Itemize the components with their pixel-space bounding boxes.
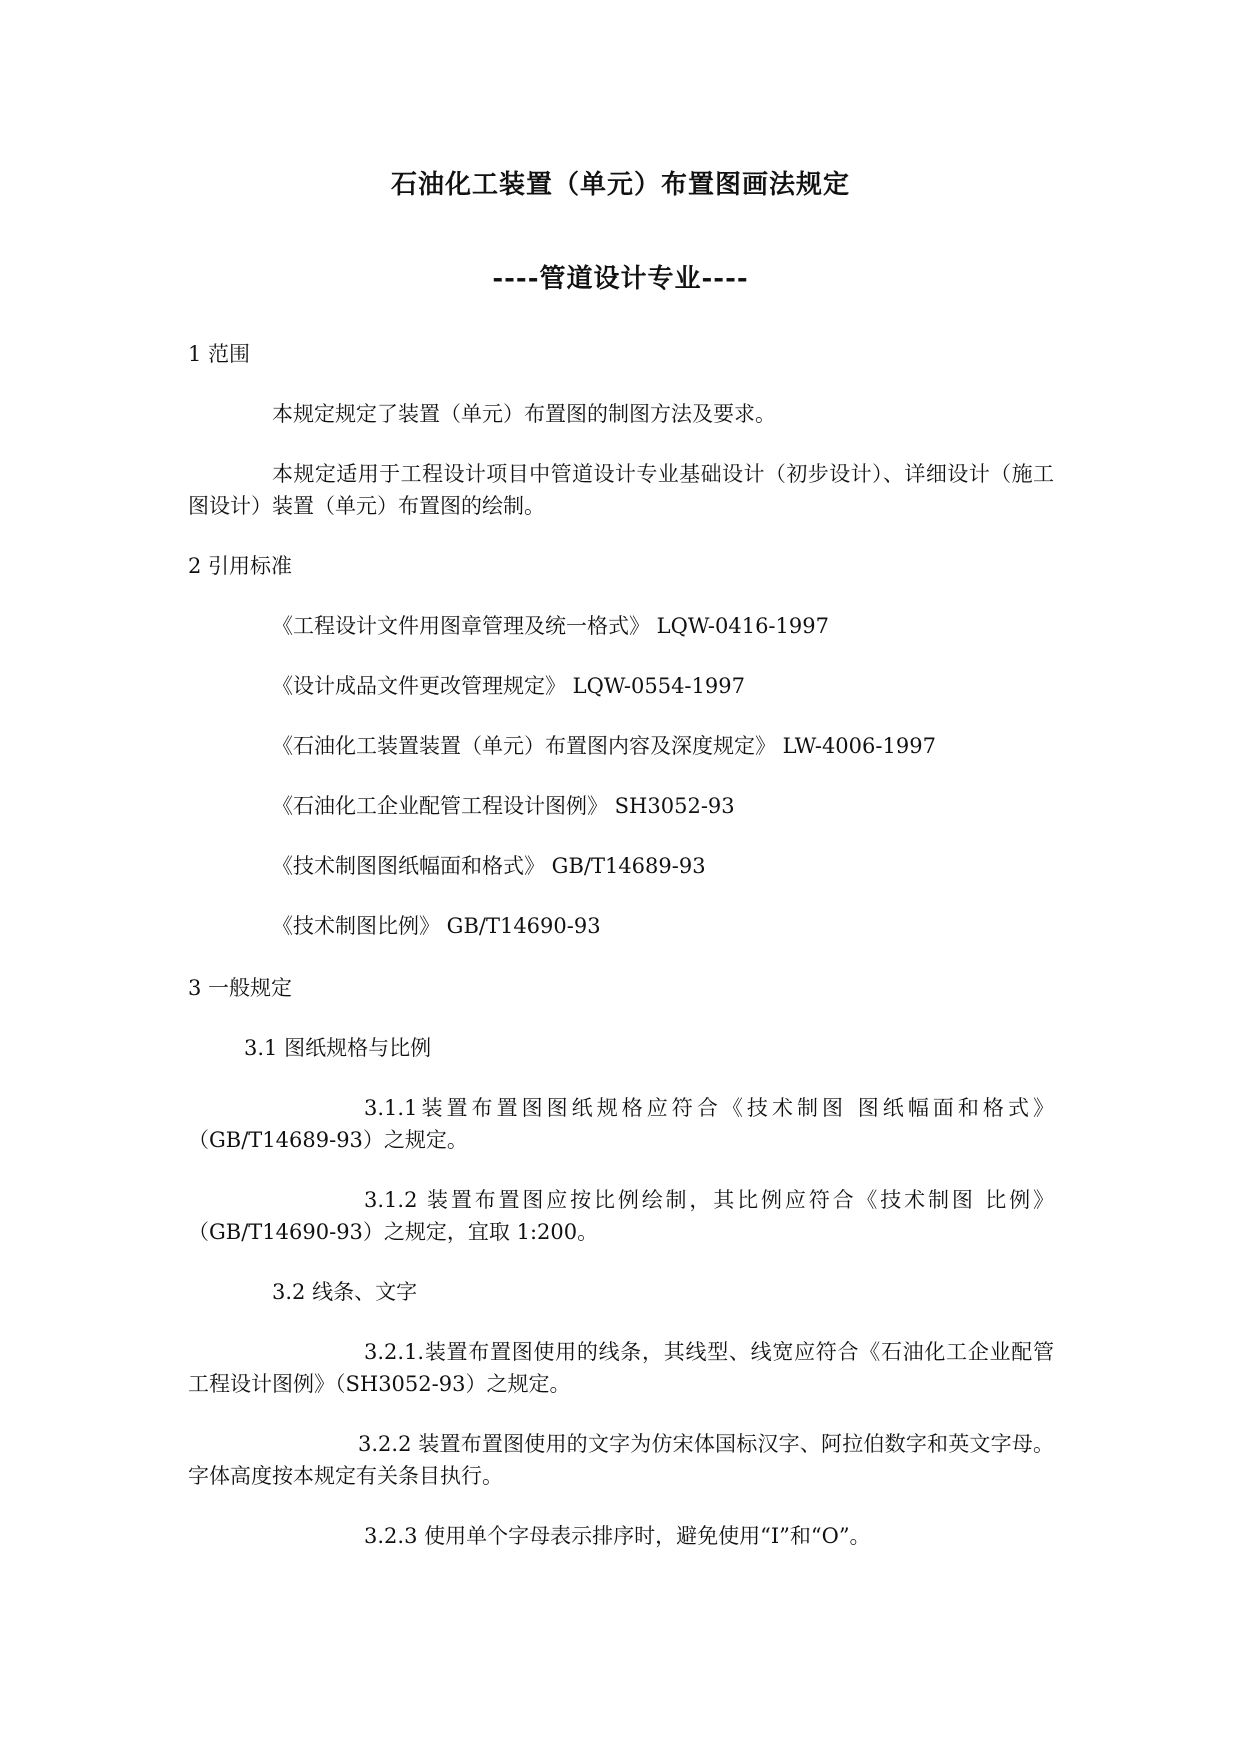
subsection-3-2-heading: 3.2 线条、文字 [272,1280,418,1304]
document-title: 石油化工装置（单元）布置图画法规定 [390,170,850,200]
clause-3-2-1: 3.2.1.装置布置图使用的线条，其线型、线宽应符合《石油化工企业配管工程设计图例》（SH3052-93）之规定。 [188,1340,1054,1396]
clause-3-2-2: 3.2.2 装置布置图使用的文字为仿宋体国标汉字、阿拉伯数字和英文字母。字体高度按本规定有关条目执行。 [188,1432,1054,1488]
clause-3-2-3: 3.2.3 使用单个字母表示排序时，避免使用“I”和“O”。 [364,1524,871,1548]
reference-item: 《技术制图比例》 GB/T14690-93 [272,914,601,938]
reference-item: 《石油化工企业配管工程设计图例》 SH3052-93 [272,794,735,818]
section-1-paragraph-2: 本规定适用于工程设计项目中管道设计专业基础设计（初步设计）、详细设计（施工图设计）装置（单元）布置图的绘制。 [188,462,1054,518]
clause-3-1-2: 3.1.2 装置布置图应按比例绘制，其比例应符合《技术制图 比例》（GB/T14690-93）之规定，宜取 1:200。 [188,1188,1054,1244]
section-3-heading: 3 一般规定 [188,976,293,1000]
clause-3-1-1: 3.1.1装置布置图图纸规格应符合《技术制图 图纸幅面和格式》（GB/T14689-93）之规定。 [188,1096,1054,1152]
subsection-3-1-heading: 3.1 图纸规格与比例 [244,1036,432,1060]
section-2-heading: 2 引用标准 [188,554,293,578]
document-subtitle: ----管道设计专业---- [492,264,749,294]
reference-item: 《设计成品文件更改管理规定》 LQW-0554-1997 [272,674,745,698]
section-1-paragraph-1: 本规定规定了装置（单元）布置图的制图方法及要求。 [272,402,776,426]
reference-item: 《技术制图图纸幅面和格式》 GB/T14689-93 [272,854,706,878]
reference-item: 《工程设计文件用图章管理及统一格式》 LQW-0416-1997 [272,614,829,638]
reference-item: 《石油化工装置装置（单元）布置图内容及深度规定》 LW-4006-1997 [272,734,936,758]
section-1-heading: 1 范围 [188,342,251,366]
